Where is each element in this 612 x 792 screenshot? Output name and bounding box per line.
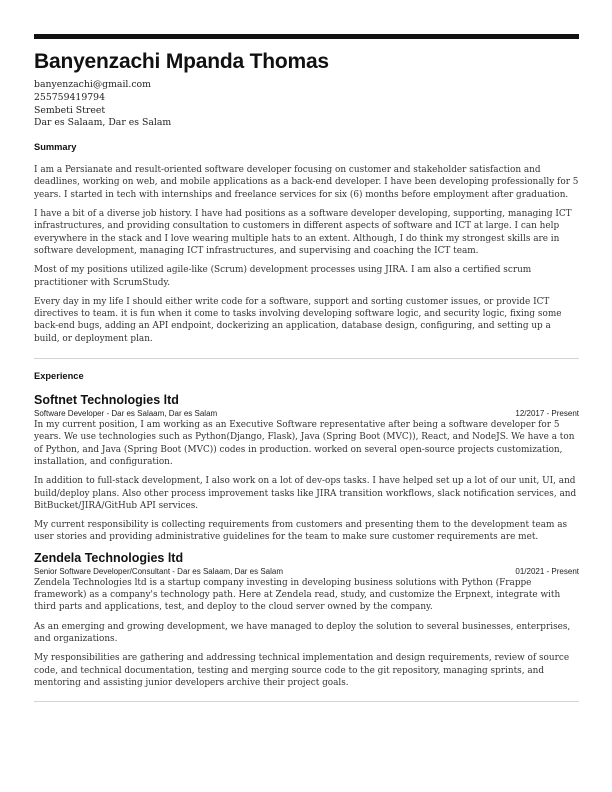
summary-paragraph: I have a bit of a diverse job history. I have had positions as a software developer developing, supporting, managing ICT infrastructures, and providing consultation to customers in different aspects of software and ICT at large. I can help everywhere in the stack and I love wearing multiple hats to an extent. Although, I do think my strongest skills are in software development, managing ICT infrastructures, and supervising and coaching the ICT team. — [34, 209, 572, 256]
contact-block — [34, 79, 579, 130]
job-paragraph: In addition to full-stack development, I also work on a lot of dev-ops tasks. I have helped set up a lot of our unit, UI, and build/deploy plans. Also other process improvement tasks like JIRA transition workflows, slack notification services, and BitBucket/JIRA/GitHub API services. — [34, 476, 577, 511]
resume-page — [34, 34, 579, 702]
job-paragraph: Zendela Technologies ltd is a startup company investing in developing business solutions with Python (Frappe framework) as a company's technology path. Here at Zendela read, study, and customize the Erpnext, integrate with third parts and applications, test, and deploy to the cloud server owned by the company. — [34, 577, 561, 613]
contact-phone: 255759419794 — [34, 91, 105, 103]
section-divider — [34, 358, 579, 359]
contact-email: banyenzachi@gmail.com — [34, 79, 151, 90]
job-role: Software Developer - Dar es Salaam, Dar es Salam — [34, 409, 218, 419]
job-paragraph: In my current position, I am working as an Executive Software representative after being a software developer for 5 years. We use technologies such as Python(Django, Flask), Java (Spring Boot (MVC)), React, and NodeJS. We have a ton of Python, and Java (Spring Boot (MVC)) codes in production. worked on several open-source projects customization, installation, and configuration. — [34, 420, 575, 467]
summary-paragraph: Most of my positions utilized agile-like (Scrum) development processes using JIRA. I am also a certified scrum practitioner with ScrumStudy. — [34, 265, 532, 288]
contact-street: Sembeti Street — [34, 104, 106, 116]
company-name: Zendela Technologies ltd — [34, 550, 184, 565]
summary-paragraph: Every day in my life I should either write code for a software, support and sorting customer issues, or provide ICT directives to team. it is fun when it come to tasks involving developing software logic, and security logic, fixing some back-end bugs, adding an API endpoint, dockerizing an application, database design, configuring, and setting up a build, or deployment plan. — [34, 296, 562, 344]
summary-section — [34, 164, 579, 345]
role-line — [34, 566, 579, 577]
experience-heading: Experience — [34, 371, 84, 382]
job-paragraph: My current responsibility is collecting requirements from customers and presenting them to the development team as user stories and providing administrative guidelines for the team to make sure customer requirements are met. — [34, 520, 568, 543]
job-entry — [34, 392, 579, 544]
job-dates: 01/2021 - Present — [515, 566, 579, 576]
contact-city: Dar es Salaam, Dar es Salam — [34, 117, 172, 129]
job-paragraph: As an emerging and growing development, we have managed to deploy the solution to several businesses, enterprises, and organizations. — [34, 621, 571, 644]
job-entry — [34, 550, 579, 689]
section-divider — [34, 701, 579, 702]
candidate-name: Banyenzachi Mpanda Thomas — [34, 50, 329, 73]
job-paragraph: My responsibilities are gathering and addressing technical implementation and design requirements, review of source code, and technical documentation, testing and merging source code to the git repository, managing sprints, and mentoring and assisting junior developers archive their project goals. — [34, 653, 570, 688]
role-line — [34, 408, 579, 419]
summary-paragraph: I am a Persianate and result-oriented software developer focusing on customer and stakeholder satisfaction and deadlines, working on web, and mobile applications as a back-end developer. I have been developing professionally for 5 years. I started in tech with internships and freelance services for six (6) months before employment after graduation. — [34, 165, 579, 200]
job-dates: 12/2017 - Present — [515, 409, 579, 419]
top-rule — [34, 34, 579, 39]
summary-heading: Summary — [34, 142, 77, 153]
job-role: Senior Software Developer/Consultant - Dar es Salaam, Dar es Salam — [34, 566, 283, 576]
company-name: Softnet Technologies ltd — [34, 393, 179, 408]
